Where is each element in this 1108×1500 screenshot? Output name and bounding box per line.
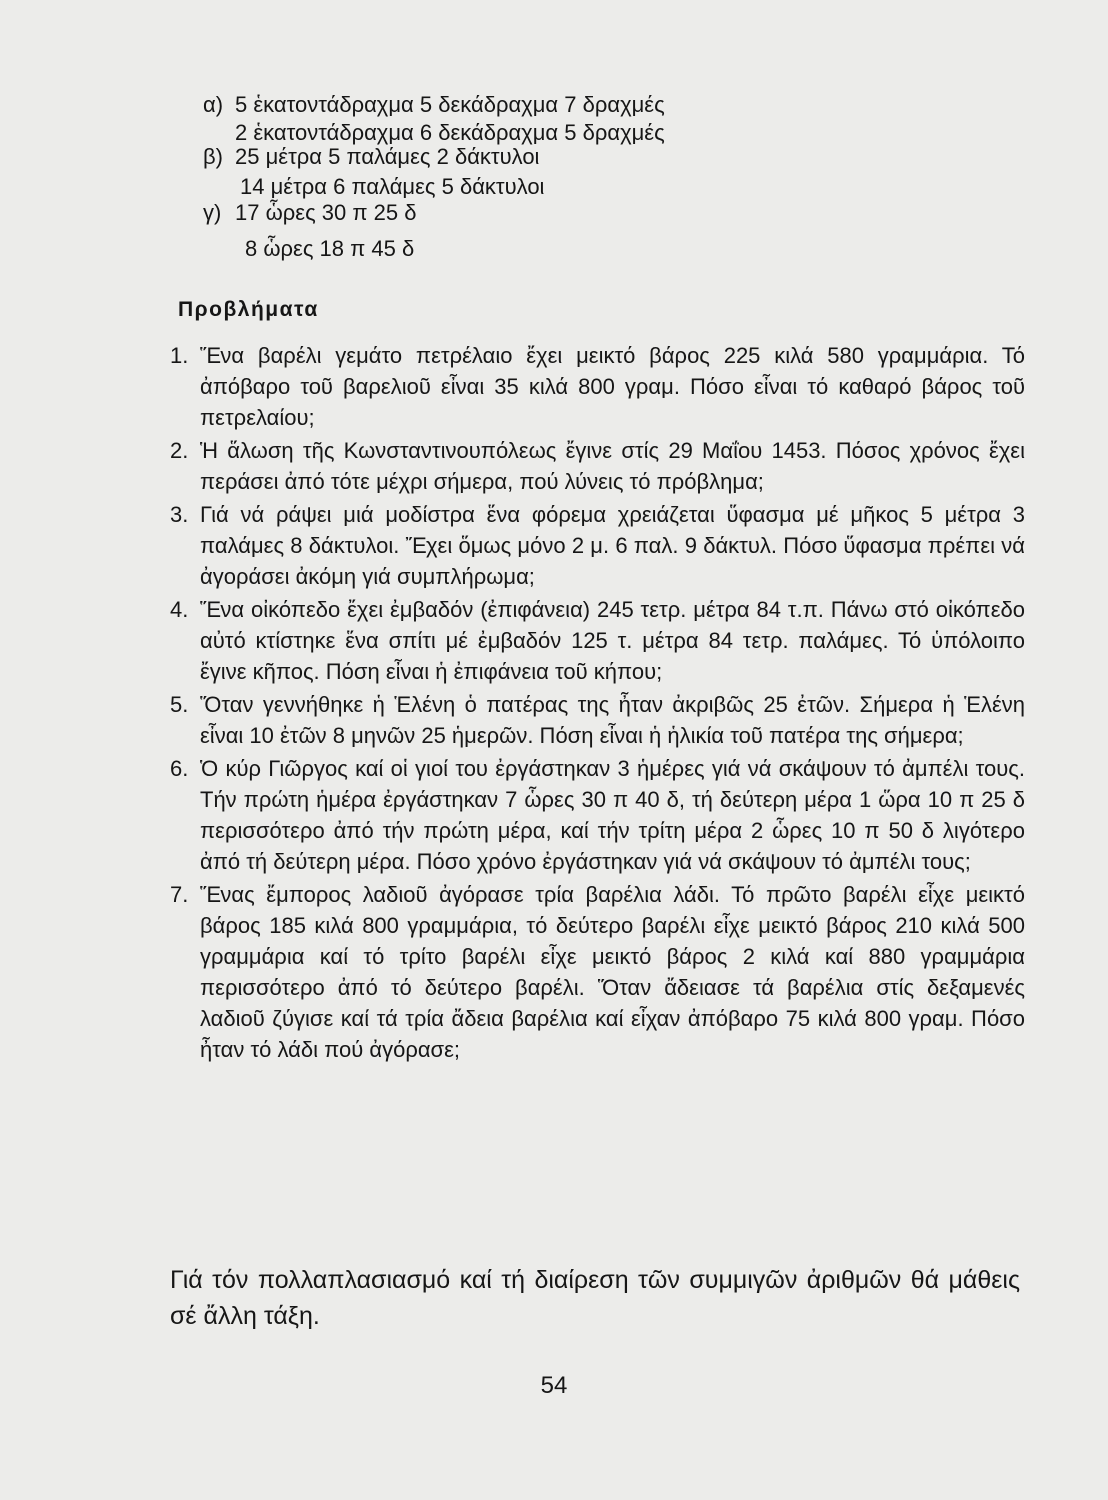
exercise-a-line-2: 2 ἑκατοντάδραχμα 6 δεκάδραχμα 5 δραχμές (235, 120, 665, 145)
exercise-b-line-1-text: 25 μέτρα 5 παλάμες 2 δάκτυλοι (235, 144, 540, 169)
exercise-a-line-1-text: 5 ἑκατοντάδραχμα 5 δεκάδραχμα 7 δραχμές (235, 92, 665, 117)
problem-item-3 (170, 499, 1025, 592)
exercise-c-line-1 (203, 200, 417, 226)
problem-number: 1. (170, 343, 189, 368)
problem-text: Ὅταν γεννήθηκε ἡ Ἑλένη ὁ πατέρας της ἦταν ἀκριβῶς 25 ἐτῶν. Σήμερα ἡ Ἑλένη εἶναι 10 ἐτῶν 8 μηνῶν 25 ἡμερῶν. Πόση εἶναι ἡ ἡλικία τοῦ πατέρα της σήμερα; (200, 692, 1025, 748)
problem-text: Ἕνα βαρέλι γεμάτο πετρέλαιο ἔχει μεικτό βάρος 225 κιλά 580 γραμμάρια. Τό ἀπόβαρο τοῦ βαρελιοῦ εἶναι 35 κιλά 800 γραμ. Πόσο εἶναι τό καθαρό βάρος τοῦ πετρελαίου; (200, 343, 1025, 430)
problem-text: Ὁ κύρ Γιῶργος καί οἱ γιοί του ἐργάστηκαν 3 ἡμέρες γιά νά σκάψουν τό ἀμπέλι τους. Τήν πρώτη ἡμέρα ἐργάστηκαν 7 ὧρες 30 π 40 δ, τή δεύτερη μέρα 1 ὥρα 10 π 25 δ περισσότερο ἀπό τήν πρώτη μέρα, καί τήν τρίτη μέρα 2 ὧρες 10 π 50 δ λιγότερο ἀπό τή δεύτερη μέρα. Πόσο χρόνο ἐργάστηκαν γιά νά σκάψουν τό ἀμπέλι τους; (200, 756, 1025, 874)
problem-text: Ἕνας ἔμπορος λαδιοῦ ἀγόρασε τρία βαρέλια λάδι. Τό πρῶτο βαρέλι εἶχε μεικτό βάρος 185 κιλά 800 γραμμάρια, τό δεύτερο βαρέλι εἶχε μεικτό βάρος 210 κιλά 500 γραμμάρια καί τό τρίτο βαρέλι εἶχε μεικτό βάρος 2 κιλά καί 880 γραμμάρια περισσότερο ἀπό τό δεύτερο βαρέλι. Ὅταν ἄδειασε τά βαρέλια στίς δεξαμενές λαδιοῦ ζύγισε καί τά τρία ἄδεια βαρέλια καί εἶχαν ἀπόβαρο 75 κιλά 800 γραμ. Πόσο ἦταν τό λάδι πού ἀγόρασε; (200, 882, 1025, 1062)
problem-item-7 (170, 879, 1025, 1065)
page-number: 54 (540, 1372, 568, 1399)
problem-item-1 (170, 340, 1025, 433)
problem-number: 6. (170, 756, 189, 781)
problem-list (170, 340, 1025, 1067)
exercise-b-line-1 (203, 144, 539, 170)
exercise-a-label: α) (203, 92, 224, 117)
problem-number: 2. (170, 438, 189, 463)
closing-note: Γιά τόν πολλαπλασιασμό καί τή διαίρεση τῶν συμμιγῶν ἀριθμῶν θά μάθεις σέ ἄλλη τάξη. (170, 1266, 1020, 1330)
problem-item-6 (170, 753, 1025, 877)
problem-number: 3. (170, 502, 189, 527)
problem-number: 5. (170, 692, 189, 717)
exercise-c-label: γ) (203, 200, 222, 225)
problem-text: Γιά νά ράψει μιά μοδίστρα ἕνα φόρεμα χρειάζεται ὕφασμα μέ μῆκος 5 μέτρα 3 παλάμες 8 δάκτυλοι. Ἔχει ὅμως μόνο 2 μ. 6 παλ. 9 δάκτυλ. Πόσο ὕφασμα πρέπει νά ἀγοράσει ἀκόμη γιά συμπλήρωμα; (200, 502, 1025, 589)
exercise-b-label: β) (203, 144, 223, 169)
problem-number: 7. (170, 882, 189, 907)
section-heading: Προβλήματα (178, 298, 319, 321)
problem-item-5 (170, 689, 1025, 751)
exercise-b-line-2: 14 μέτρα 6 παλάμες 5 δάκτυλοι (240, 174, 545, 199)
problem-text: Ἕνα οἰκόπεδο ἔχει ἐμβαδόν (ἐπιφάνεια) 245 τετρ. μέτρα 84 τ.π. Πάνω στό οἰκόπεδο αὐτό κτίστηκε ἕνα σπίτι μέ ἐμβαδόν 125 τ. μέτρα 84 τετρ. παλάμες. Τό ὑπόλοιπο ἔγινε κῆπος. Πόση εἶναι ἡ ἐπιφάνεια τοῦ κήπου; (200, 597, 1025, 684)
problem-item-4 (170, 594, 1025, 687)
problem-item-2 (170, 435, 1025, 497)
exercise-c-line-2: 8 ὧρες 18 π 45 δ (245, 236, 415, 261)
problem-text: Ἡ ἅλωση τῆς Κωνσταντινουπόλεως ἔγινε στίς 29 Μαΐου 1453. Πόσος χρόνος ἔχει περάσει ἀπό τότε μέχρι σήμερα, πού λύνεις τό πρόβλημα; (200, 438, 1025, 494)
exercise-c-line-1-text: 17 ὧρες 30 π 25 δ (235, 200, 417, 225)
problem-number: 4. (170, 597, 189, 622)
exercise-a-line-1 (203, 92, 665, 118)
